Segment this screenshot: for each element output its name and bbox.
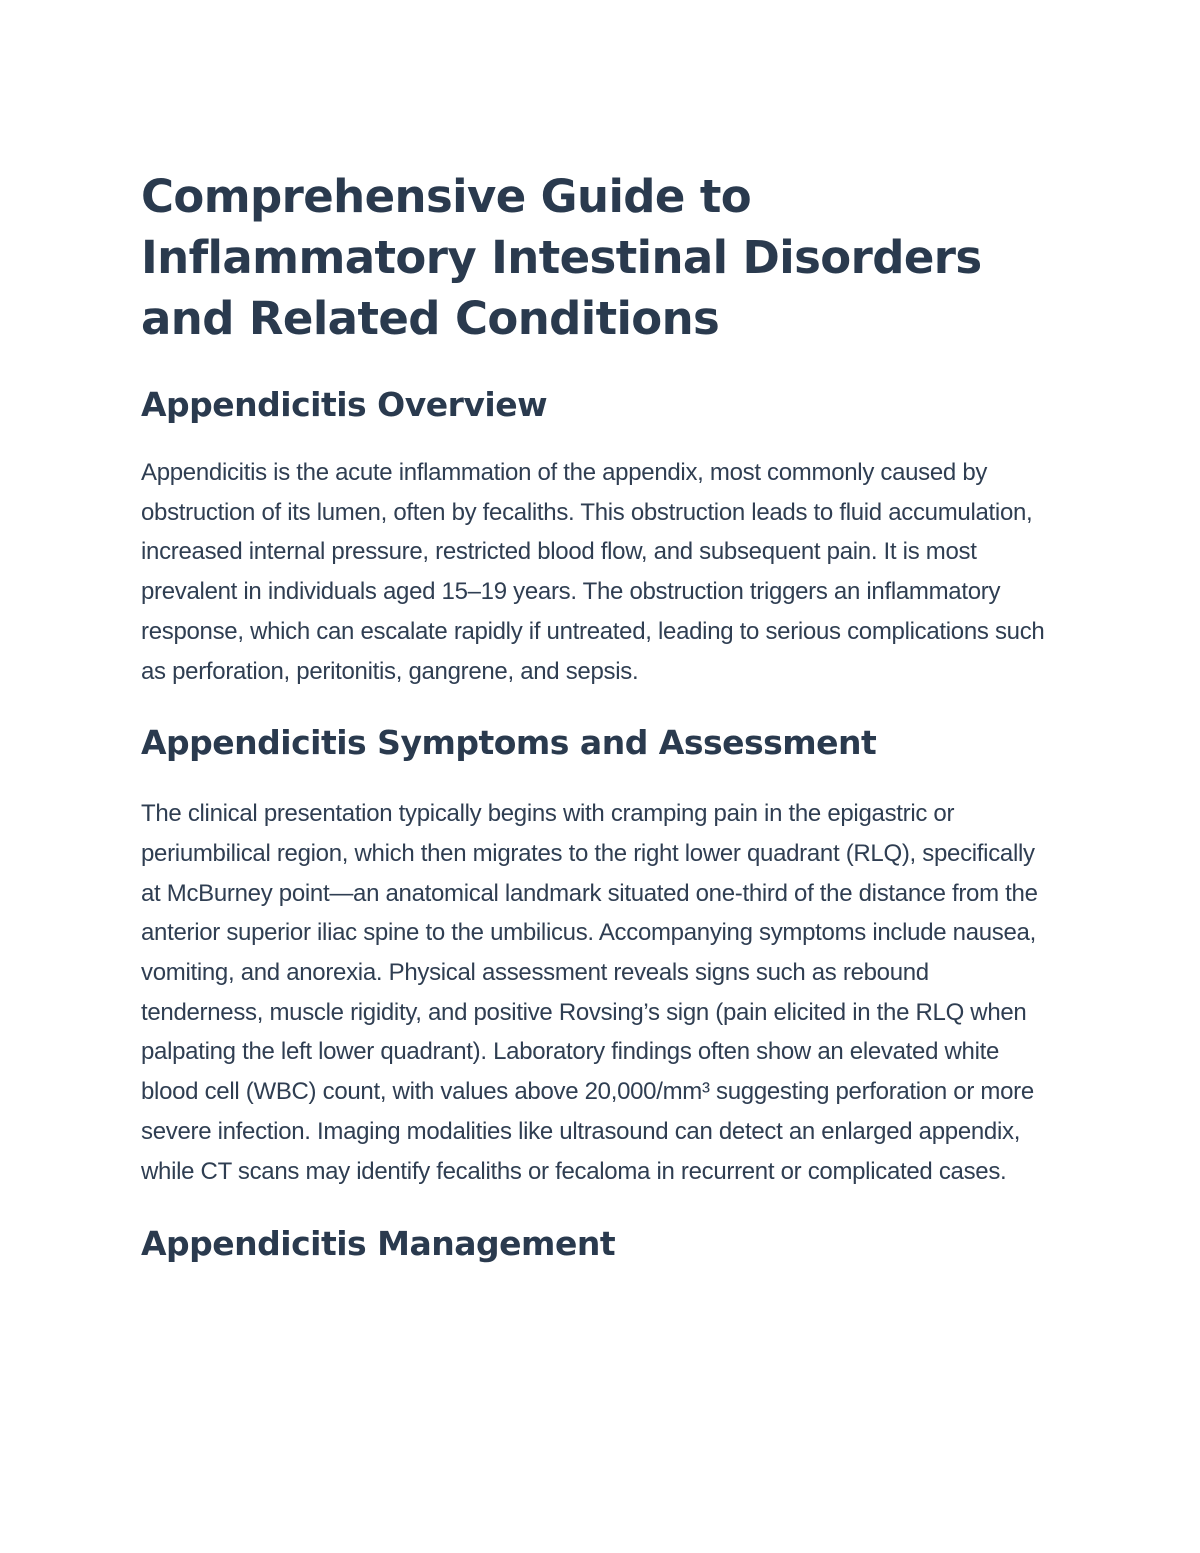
document-title: Comprehensive Guide to Inflammatory Intestinal Disorders and Related Conditions bbox=[141, 170, 982, 345]
document-content bbox=[141, 166, 1053, 1266]
section-heading-overview: Appendicitis Overview bbox=[141, 385, 548, 424]
section-body-symptoms: The clinical presentation typically begins with cramping pain in the epigastric or periumbilical region, which then migrates to the right lower quadrant (RLQ), specifically at McBurney point—an anatomical landmark situated one-third of the distance from the anterior superior iliac spine to the umbilicus. Accompanying symptoms include nausea, vomiting, and anorexia. Physical assessment reveals signs such as rebound tenderness, muscle rigidity, and positive Rovsing’s sign (pain elicited in the RLQ when palpating the left lower quadrant). Laboratory findings often show an elevated white blood cell (WBC) count, with values above 20,000/mm³ suggesting perforation or more severe infection. Imaging modalities like ultrasound can detect an enlarged appendix, while CT scans may identify fecaliths or fecaloma in recurrent or complicated cases. bbox=[141, 800, 1038, 1185]
section-heading-symptoms: Appendicitis Symptoms and Assessment bbox=[141, 723, 877, 763]
section-body-overview: Appendicitis is the acute inflammation of the appendix, most commonly caused by obstruction of its lumen, often by fecaliths. This obstruction leads to fluid accumulation, increased internal pressure, restricted blood flow, and subsequent pain. It is most prevalent in individuals aged 15–19 years. The obstruction triggers an inflammatory response, which can escalate rapidly if untreated, leading to serious complications such as perforation, peritonitis, gangrene, and sepsis. bbox=[141, 459, 1045, 685]
section-heading-management: Appendicitis Management bbox=[141, 1224, 616, 1264]
